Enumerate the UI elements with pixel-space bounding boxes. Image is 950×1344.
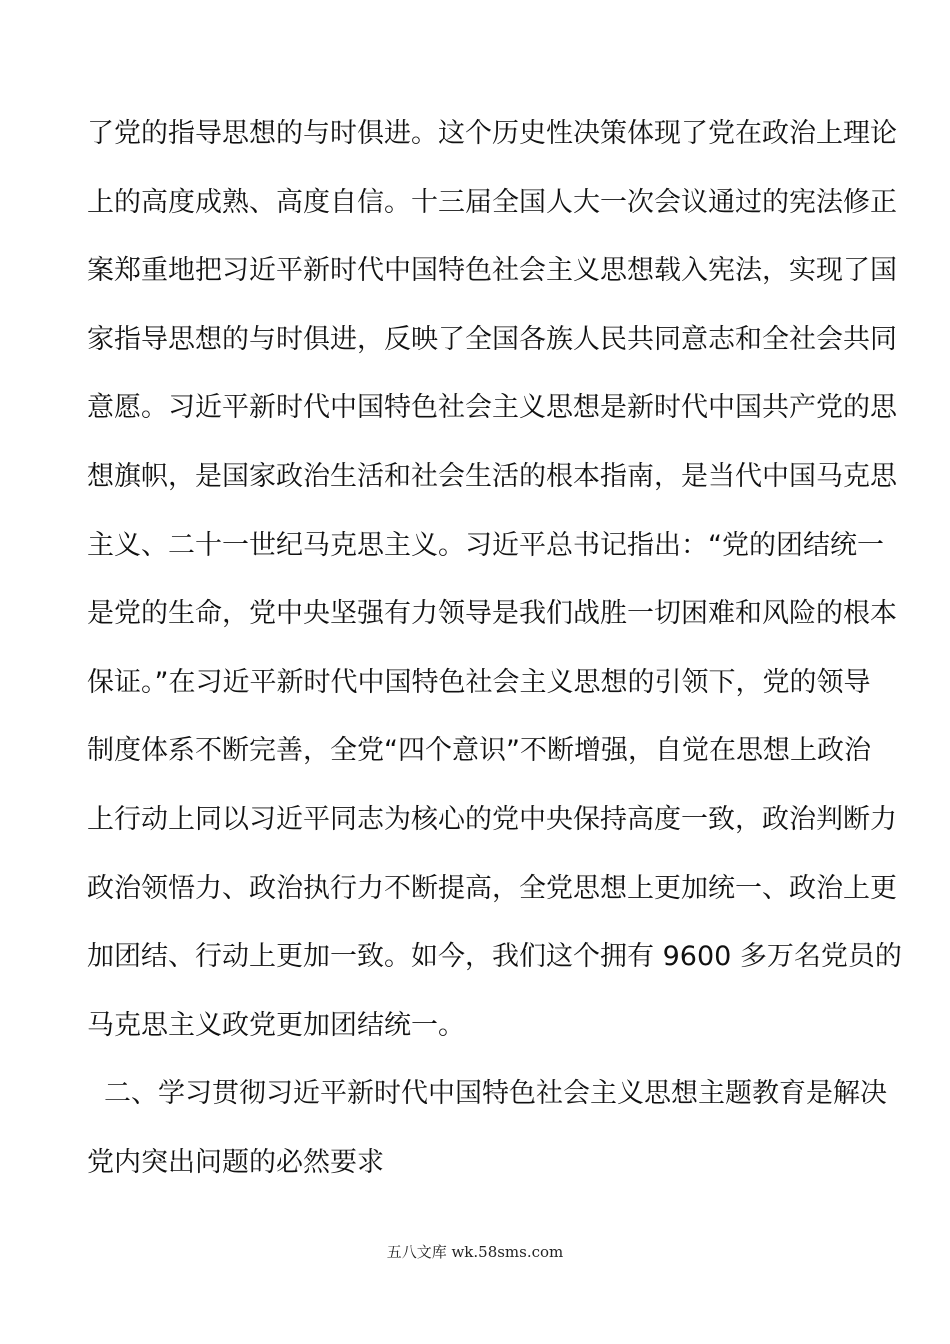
section-heading-line: 二、学习贯彻习近平新时代中国特色社会主义思想主题教育是解决	[104, 1078, 887, 1110]
paragraph-line: 意愿。习近平新时代中国特色社会主义思想是新时代中国共产党的思	[87, 392, 897, 424]
section-heading-line: 党内突出问题的必然要求	[87, 1146, 384, 1178]
paragraph-line: 马克思主义政党更加团结统一。	[87, 1009, 465, 1041]
paragraph-line: 想旗帜，是国家政治生活和社会生活的根本指南，是当代中国马克思	[87, 460, 897, 492]
paragraph-line: 了党的指导思想的与时俱进。这个历史性决策体现了党在政治上理论	[87, 118, 897, 149]
paragraph-line: 主义、二十一世纪马克思主义。习近平总书记指出：“党的团结统一	[87, 529, 884, 561]
page-footer: 五八文库 wk.58sms.com	[386, 1243, 564, 1261]
paragraph-line: 保证。”在习近平新时代中国特色社会主义思想的引领下，党的领导	[87, 666, 871, 698]
paragraph-line: 制度体系不断完善，全党“四个意识”不断增强，自觉在思想上政治	[87, 735, 871, 767]
paragraph-line: 是党的生命，党中央坚强有力领导是我们战胜一切困难和风险的根本	[87, 598, 897, 630]
paragraph-line: 案郑重地把习近平新时代中国特色社会主义思想载入宪法，实现了国	[87, 255, 897, 287]
body-text	[87, 117, 902, 1215]
paragraph-line: 加团结、行动上更加一致。如今，我们这个拥有 9600 多万名党员的	[87, 941, 902, 973]
paragraph-line: 上的高度成熟、高度自信。十三届全国人大一次会议通过的宪法修正	[87, 186, 897, 218]
paragraph-line: 家指导思想的与时俱进，反映了全国各族人民共同意志和全社会共同	[87, 323, 897, 355]
paragraph-line: 上行动上同以习近平同志为核心的党中央保持高度一致，政治判断力	[87, 803, 897, 835]
paragraph-line: 政治领悟力、政治执行力不断提高，全党思想上更加统一、政治上更	[87, 872, 897, 904]
